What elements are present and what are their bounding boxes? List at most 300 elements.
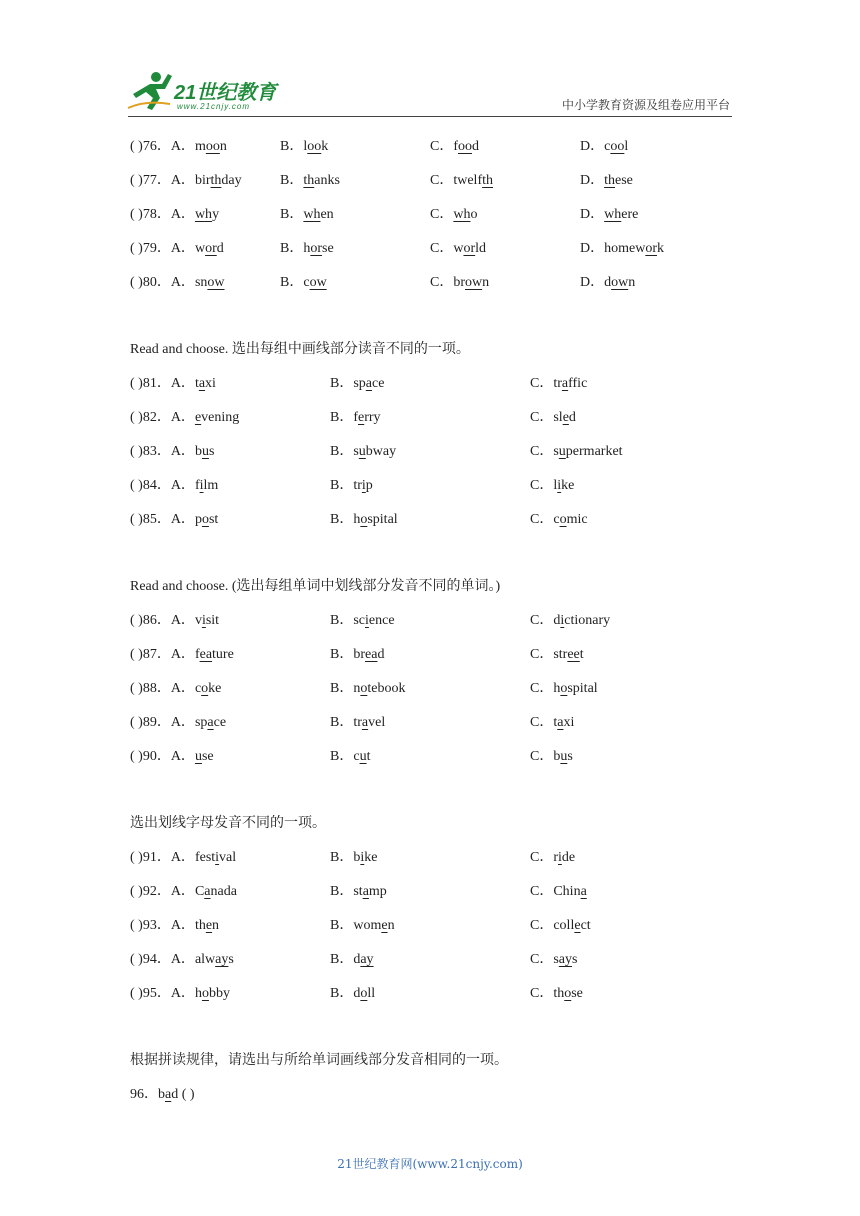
underlined-letters: a [362, 884, 369, 899]
option-text: t [579, 647, 584, 662]
option-B [280, 232, 334, 266]
option-text: permarket [565, 444, 623, 459]
option-text: vening [201, 410, 240, 425]
option-C [430, 198, 477, 232]
underlined-letters: ea [365, 647, 378, 662]
option-text: y [212, 207, 220, 222]
option-text: se [571, 986, 583, 1001]
option-text: B．c [330, 749, 360, 764]
option-text: B．wom [330, 918, 382, 933]
option-text: D．c [580, 139, 611, 154]
question-row [130, 638, 750, 672]
option-A [130, 266, 225, 300]
question-number: ( )95．A． [130, 986, 195, 1001]
option-text: C．sl [530, 410, 563, 425]
option-text: C．h [530, 681, 561, 696]
underlined-letters: ow [309, 275, 327, 290]
option-text: C．s [530, 952, 559, 967]
underlined-letters: ay [360, 952, 374, 967]
option-text: C．br [430, 275, 465, 290]
option-text: C．s [530, 444, 559, 459]
option-text: day [221, 173, 242, 188]
question-row [130, 604, 750, 638]
option-text: bir [194, 173, 211, 188]
option-text: s [228, 952, 234, 967]
question-number: ( )87．A． [130, 647, 195, 662]
option-text: f [194, 478, 200, 493]
option-text: ct [580, 918, 591, 933]
option-text: sp [194, 715, 208, 730]
option-B [330, 943, 374, 977]
option-text: vel [368, 715, 386, 730]
option-text: B．d [330, 952, 361, 967]
option-text: spital [567, 681, 598, 696]
option-text: B．d [330, 986, 361, 1001]
option-A [130, 943, 234, 977]
question-group-86-90 [130, 604, 750, 774]
option-B [330, 604, 395, 638]
option-B [280, 164, 340, 198]
option-B [330, 503, 398, 537]
underlined-letters: o [201, 512, 209, 527]
underlined-letters: a [365, 376, 373, 391]
runner-icon [122, 70, 178, 116]
underlined-letters: i [557, 478, 562, 493]
underlined-letters: th [303, 173, 315, 188]
question-number: ( )91．A． [130, 850, 195, 865]
option-C [530, 740, 573, 774]
option-A [130, 638, 234, 672]
option-text: B．br [330, 647, 365, 662]
underlined-letters: ea [199, 647, 213, 662]
underlined-letters: e [562, 410, 569, 425]
option-text: B．b [330, 850, 361, 865]
option-text: ke [364, 850, 378, 865]
question-group-76-80 [130, 130, 750, 300]
option-text: C．twelf [430, 173, 483, 188]
underlined-letters: u [201, 444, 209, 459]
underlined-letters: ow [207, 275, 225, 290]
option-B [330, 672, 405, 706]
option-A [130, 367, 216, 401]
option-text: C．Chin [530, 884, 581, 899]
underlined-letters: u [558, 444, 566, 459]
option-C [530, 841, 575, 875]
option-text: C．d [530, 613, 561, 628]
underlined-letters: e [205, 918, 213, 933]
underlined-letters: a [561, 376, 569, 391]
option-A [130, 672, 221, 706]
option-C [530, 604, 610, 638]
option-C [430, 164, 493, 198]
option-A [130, 198, 219, 232]
option-B [330, 435, 396, 469]
underlined-letters: o [560, 681, 568, 696]
question-row [130, 503, 750, 537]
option-B [330, 638, 384, 672]
option-text: B． [280, 173, 304, 188]
question-row [130, 875, 750, 909]
option-text: D． [580, 173, 605, 188]
question-row [130, 435, 750, 469]
q96-post: d ( ) [171, 1087, 195, 1102]
section-title-86-90: Read and choose. (选出每组单词中划线部分发音不同的单词。) [130, 579, 501, 594]
underlined-letters: oo [458, 139, 472, 154]
option-text: d [472, 139, 479, 154]
option-B [330, 367, 384, 401]
option-text: B．s [330, 444, 359, 459]
question-number: ( )80．A． [130, 275, 195, 290]
underlined-letters: i [558, 850, 562, 865]
option-text: fest [194, 850, 216, 865]
option-C [530, 672, 598, 706]
question-number: ( )84．A． [130, 478, 195, 493]
option-text: B．tr [330, 478, 362, 493]
underlined-letters: th [604, 173, 616, 188]
option-text: C．b [530, 749, 561, 764]
underlined-letters: i [201, 613, 206, 628]
underlined-letters: ay [558, 952, 573, 967]
option-B [330, 841, 377, 875]
underlined-letters: th [482, 173, 493, 188]
question-number: ( )94．A． [130, 952, 195, 967]
option-text: d [216, 241, 224, 256]
underlined-letters: oo [610, 139, 625, 154]
question-row [130, 672, 750, 706]
option-text: n [219, 139, 227, 154]
option-text: B．h [330, 512, 361, 527]
underlined-letters: wh [604, 207, 622, 222]
option-text: C．str [530, 647, 568, 662]
option-text: ke [561, 478, 575, 493]
option-text: d [568, 410, 576, 425]
option-text: C．w [430, 241, 464, 256]
worksheet-content [130, 130, 750, 1112]
option-text: B．c [280, 275, 310, 290]
option-C [530, 706, 574, 740]
option-text: nada [210, 884, 237, 899]
option-text: en [320, 207, 334, 222]
option-text: c [194, 681, 202, 696]
underlined-letters: oo [205, 139, 220, 154]
option-text: de [561, 850, 576, 865]
option-text: sn [194, 275, 208, 290]
option-text: B． [280, 207, 304, 222]
option-C [430, 266, 489, 300]
underlined-letters: i [215, 850, 220, 865]
option-text: xi [563, 715, 575, 730]
option-text: o [470, 207, 478, 222]
q96-underlined: a [165, 1087, 172, 1102]
option-text: k [321, 139, 329, 154]
question-number: ( )86．A． [130, 613, 195, 628]
option-text: t [194, 376, 199, 391]
option-text: val [219, 850, 237, 865]
option-C [530, 503, 588, 537]
option-B [330, 909, 395, 943]
option-text: anks [314, 173, 340, 188]
underlined-letters: o [559, 512, 567, 527]
option-text: ld [475, 241, 487, 256]
option-text: d [377, 647, 385, 662]
question-number: ( )81．A． [130, 376, 195, 391]
question-number: ( )78．A． [130, 207, 195, 222]
option-text: p [365, 478, 373, 493]
option-text: ll [367, 986, 376, 1001]
option-A [130, 232, 224, 266]
option-A [130, 435, 214, 469]
option-text: ce [372, 376, 385, 391]
option-C [530, 943, 577, 977]
underlined-letters: a [207, 715, 214, 730]
question-number: ( )88．A． [130, 681, 195, 696]
option-C [530, 875, 587, 909]
option-text: l [624, 139, 629, 154]
underlined-letters: a [198, 376, 206, 391]
underlined-letters: a [580, 884, 587, 899]
underlined-letters: e [358, 410, 365, 425]
option-text: mic [566, 512, 588, 527]
option-text: lm [203, 478, 219, 493]
question-row [130, 367, 750, 401]
option-text: m [194, 139, 206, 154]
underlined-letters: ee [567, 647, 580, 662]
option-text: n [387, 918, 395, 933]
option-text: ce [213, 715, 227, 730]
underlined-letters: u [358, 444, 366, 459]
underlined-letters: i [560, 613, 565, 628]
option-text: s [572, 952, 578, 967]
underlined-letters: i [360, 850, 365, 865]
option-text: p [194, 512, 202, 527]
option-C [530, 469, 574, 503]
underlined-letters: e [194, 410, 202, 425]
option-text: C．t [530, 715, 558, 730]
option-B [330, 977, 375, 1011]
question-row [130, 266, 750, 300]
underlined-letters: o [564, 986, 572, 1001]
option-text: st [208, 512, 219, 527]
option-B [280, 130, 328, 164]
underlined-letters: u [359, 749, 367, 764]
underlined-letters: a [361, 715, 369, 730]
option-text: th [194, 918, 206, 933]
underlined-letters: or [205, 241, 217, 256]
option-text: bway [365, 444, 397, 459]
underlined-letters: u [194, 749, 202, 764]
underlined-letters: o [360, 986, 368, 1001]
option-text: ctionary [564, 613, 611, 628]
section-title-81-85: Read and choose. 选出每组中画线部分读音不同的一项。 [130, 342, 470, 357]
option-text: C．coll [530, 918, 575, 933]
option-C [530, 909, 591, 943]
option-text: C [194, 884, 205, 899]
question-row [130, 841, 750, 875]
page-footer: 21世纪教育网(www.21cnjy.com) [337, 1157, 523, 1171]
option-text: f [194, 647, 200, 662]
question-row [130, 943, 750, 977]
option-text: ence [368, 613, 395, 628]
option-A [130, 469, 218, 503]
option-A [130, 130, 227, 164]
underlined-letters: wh [194, 207, 213, 222]
option-text: s [567, 749, 573, 764]
option-A [130, 977, 230, 1011]
question-number: ( )79．A． [130, 241, 195, 256]
option-D [580, 130, 628, 164]
option-text: D．homew [580, 241, 646, 256]
option-A [130, 841, 236, 875]
option-text: spital [367, 512, 398, 527]
question-row [130, 401, 750, 435]
underlined-letters: a [204, 884, 211, 899]
option-text: C．th [530, 986, 565, 1001]
question-number: ( )93．A． [130, 918, 195, 933]
option-text: h [194, 986, 202, 1001]
underlined-letters: o [360, 512, 368, 527]
underlined-letters: o [201, 681, 209, 696]
question-number: ( )92．A． [130, 884, 195, 899]
section-title-91-95: 选出划线字母发音不同的一项。 [130, 816, 326, 831]
option-text: C．tr [530, 376, 562, 391]
option-text: B．tr [330, 715, 362, 730]
option-D [580, 198, 638, 232]
option-text: rry [364, 410, 381, 425]
question-row [130, 740, 750, 774]
question-96 [130, 1078, 750, 1112]
option-D [580, 164, 633, 198]
option-C [430, 232, 486, 266]
logo-url: www.21cnjy.com [177, 102, 250, 111]
underlined-letters: i [361, 478, 366, 493]
underlined-letters: th [210, 173, 222, 188]
option-C [430, 130, 479, 164]
option-text: mp [368, 884, 387, 899]
option-B [330, 706, 385, 740]
header-platform-text: 中小学教育资源及组卷应用平台 [561, 98, 730, 112]
underlined-letters: wh [453, 207, 471, 222]
option-C [530, 977, 583, 1011]
option-text: b [194, 444, 202, 459]
option-A [130, 909, 219, 943]
option-text: alw [194, 952, 216, 967]
option-text: se [201, 749, 214, 764]
underlined-letters: ay [215, 952, 229, 967]
option-text: ere [621, 207, 639, 222]
site-logo[interactable] [122, 70, 292, 116]
option-C [530, 401, 576, 435]
question-group-81-85 [130, 367, 750, 537]
underlined-letters: u [560, 749, 568, 764]
logo-text: 21世纪教育 [174, 82, 277, 104]
option-text: C． [430, 207, 454, 222]
option-text: n [212, 918, 220, 933]
option-text: B．sc [330, 613, 365, 628]
option-text: bby [208, 986, 230, 1001]
option-text: C．c [530, 512, 560, 527]
option-text: xi [205, 376, 216, 391]
option-D [580, 266, 635, 300]
option-B [330, 875, 387, 909]
page-header [0, 0, 860, 130]
header-divider [128, 116, 732, 117]
underlined-letters: a [557, 715, 564, 730]
option-A [130, 740, 214, 774]
option-A [130, 875, 237, 909]
option-A [130, 503, 218, 537]
question-row [130, 706, 750, 740]
option-B [280, 198, 334, 232]
question-group-91-95 [130, 841, 750, 1011]
option-text: n [628, 275, 636, 290]
option-text: tebook [367, 681, 406, 696]
question-row [130, 909, 750, 943]
option-text: se [322, 241, 334, 256]
question-row [130, 130, 750, 164]
option-B [330, 401, 381, 435]
section-title-96: 根据拼读规律，请选出与所给单词画线部分发音相同的一项。 [130, 1053, 508, 1068]
option-text: D． [580, 207, 605, 222]
option-text: n [482, 275, 490, 290]
option-text: ese [615, 173, 633, 188]
question-row [130, 469, 750, 503]
option-text: k [657, 241, 664, 256]
question-number: ( )76．A． [130, 139, 195, 154]
option-text: D．d [580, 275, 612, 290]
underlined-letters: or [645, 241, 657, 256]
underlined-letters: i [199, 478, 204, 493]
option-text: B．l [280, 139, 308, 154]
question-number: ( )83．A． [130, 444, 195, 459]
question-number: ( )89．A． [130, 715, 195, 730]
underlined-letters: i [365, 613, 369, 628]
option-text: ke [208, 681, 222, 696]
question-row [130, 164, 750, 198]
option-A [130, 164, 242, 198]
option-A [130, 401, 239, 435]
option-C [530, 435, 623, 469]
option-text: v [194, 613, 202, 628]
option-text: B．sp [330, 376, 366, 391]
underlined-letters: or [463, 241, 476, 256]
question-number: ( )77．A． [130, 173, 195, 188]
option-text: C．l [530, 478, 558, 493]
option-D [580, 232, 664, 266]
question-row [130, 198, 750, 232]
option-A [130, 604, 219, 638]
option-text: C．r [530, 850, 558, 865]
underlined-letters: wh [303, 207, 321, 222]
question-number: ( )82．A． [130, 410, 195, 425]
option-text: B．n [330, 681, 361, 696]
option-text: B．h [280, 241, 311, 256]
option-text: w [194, 241, 206, 256]
option-A [130, 706, 226, 740]
option-text: sit [205, 613, 220, 628]
question-number: ( )90．A． [130, 749, 195, 764]
underlined-letters: o [201, 986, 209, 1001]
underlined-letters: o [360, 681, 368, 696]
option-text: ffic [568, 376, 588, 391]
option-text: t [366, 749, 371, 764]
option-text: s [208, 444, 215, 459]
option-C [530, 638, 584, 672]
underlined-letters: ow [465, 275, 483, 290]
option-text: ture [212, 647, 234, 662]
question-number: ( )85．A． [130, 512, 195, 527]
question-row [130, 232, 750, 266]
question-row [130, 977, 750, 1011]
